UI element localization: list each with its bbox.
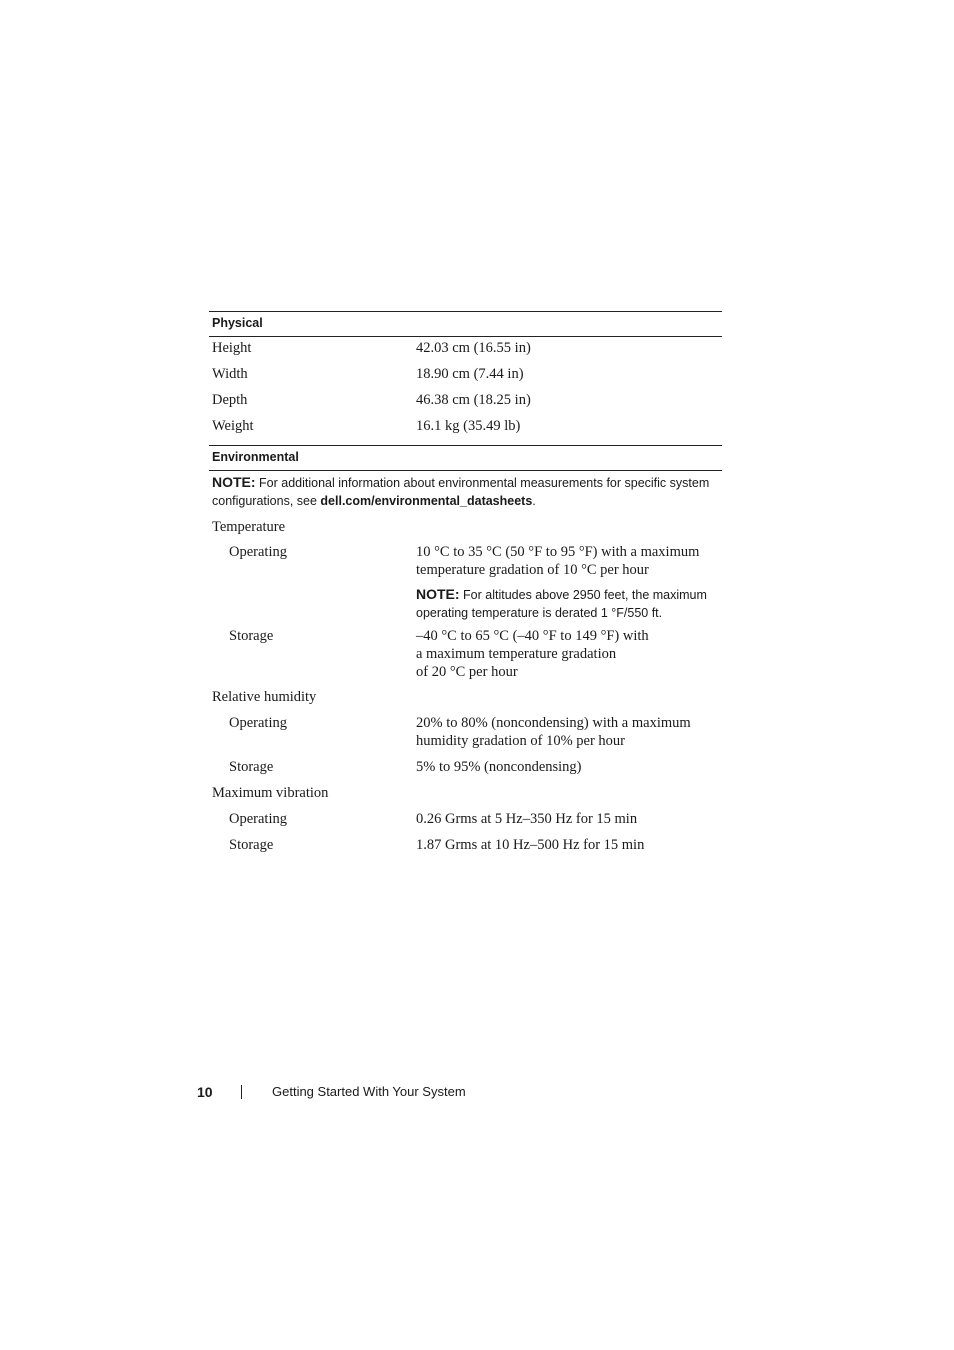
depth-value: 46.38 cm (18.25 in): [416, 392, 531, 408]
note-end: .: [532, 494, 536, 508]
humidity-row: [209, 688, 722, 706]
depth-row: [209, 391, 722, 409]
footer-divider: [241, 1085, 242, 1099]
temperature-storage-line-1: –40 °C to 65 °C (–40 °F to 149 °F) with: [416, 628, 649, 644]
specifications-table: [209, 311, 722, 854]
temperature-operating-value: 10 °C to 35 °C (50 °F to 95 °F) with a maximum temperature gradation of 10 °C per hour: [416, 544, 700, 578]
temperature-storage-row: [209, 627, 722, 681]
vibration-storage-value: 1.87 Grms at 10 Hz–500 Hz for 15 min: [416, 837, 645, 853]
vibration-row: [209, 784, 722, 802]
vibration-operating-label: Operating: [229, 811, 287, 827]
datasheets-link: dell.com/environmental_datasheets: [320, 494, 533, 508]
vibration-label: Maximum vibration: [212, 785, 329, 801]
temperature-storage-label: Storage: [229, 628, 274, 644]
weight-label: Weight: [212, 418, 254, 434]
vibration-operating-row: [209, 810, 722, 828]
humidity-operating-label: Operating: [229, 715, 287, 731]
humidity-storage-label: Storage: [229, 759, 274, 775]
temperature-note-text: For altitudes above 2950 feet, the maximum operating temperature is derated 1 °F/550 ft.: [416, 588, 707, 620]
humidity-operating-row: [209, 714, 722, 750]
humidity-storage-row: [209, 758, 722, 776]
width-label: Width: [212, 366, 248, 382]
temperature-row: [209, 518, 722, 536]
temperature-operating-row: [209, 543, 722, 622]
temperature-note-keyword: NOTE:: [416, 586, 460, 602]
vibration-operating-value: 0.26 Grms at 5 Hz–350 Hz for 15 min: [416, 811, 638, 827]
temperature-label: Temperature: [212, 519, 286, 535]
humidity-label: Relative humidity: [212, 689, 317, 705]
page-number: 10: [197, 1084, 213, 1100]
physical-heading: Physical: [209, 311, 722, 337]
width-row: [209, 365, 722, 383]
humidity-storage-value: 5% to 95% (noncondensing): [416, 759, 582, 775]
vibration-storage-label: Storage: [229, 837, 274, 853]
height-label: Height: [212, 340, 252, 356]
temperature-operating-label: Operating: [229, 544, 287, 560]
width-value: 18.90 cm (7.44 in): [416, 366, 524, 382]
temperature-storage-line-3: of 20 °C per hour: [416, 664, 518, 680]
footer-title: Getting Started With Your System: [272, 1084, 466, 1099]
note-text: For additional information about environmental measurements for specific system configurations, see: [212, 476, 710, 508]
height-value: 42.03 cm (16.55 in): [416, 340, 531, 356]
weight-row: [209, 417, 722, 435]
temperature-note: [416, 585, 716, 622]
height-row: [209, 339, 722, 357]
vibration-storage-row: [209, 836, 722, 854]
note-keyword: NOTE:: [212, 474, 256, 490]
depth-label: Depth: [212, 392, 248, 408]
environmental-note: [209, 471, 722, 510]
weight-value: 16.1 kg (35.49 lb): [416, 418, 521, 434]
page-footer: [197, 1083, 466, 1101]
environmental-heading: Environmental: [209, 445, 722, 471]
humidity-operating-value: 20% to 80% (noncondensing) with a maximum humidity gradation of 10% per hour: [416, 715, 691, 749]
temperature-storage-line-2: a maximum temperature gradation: [416, 646, 617, 662]
